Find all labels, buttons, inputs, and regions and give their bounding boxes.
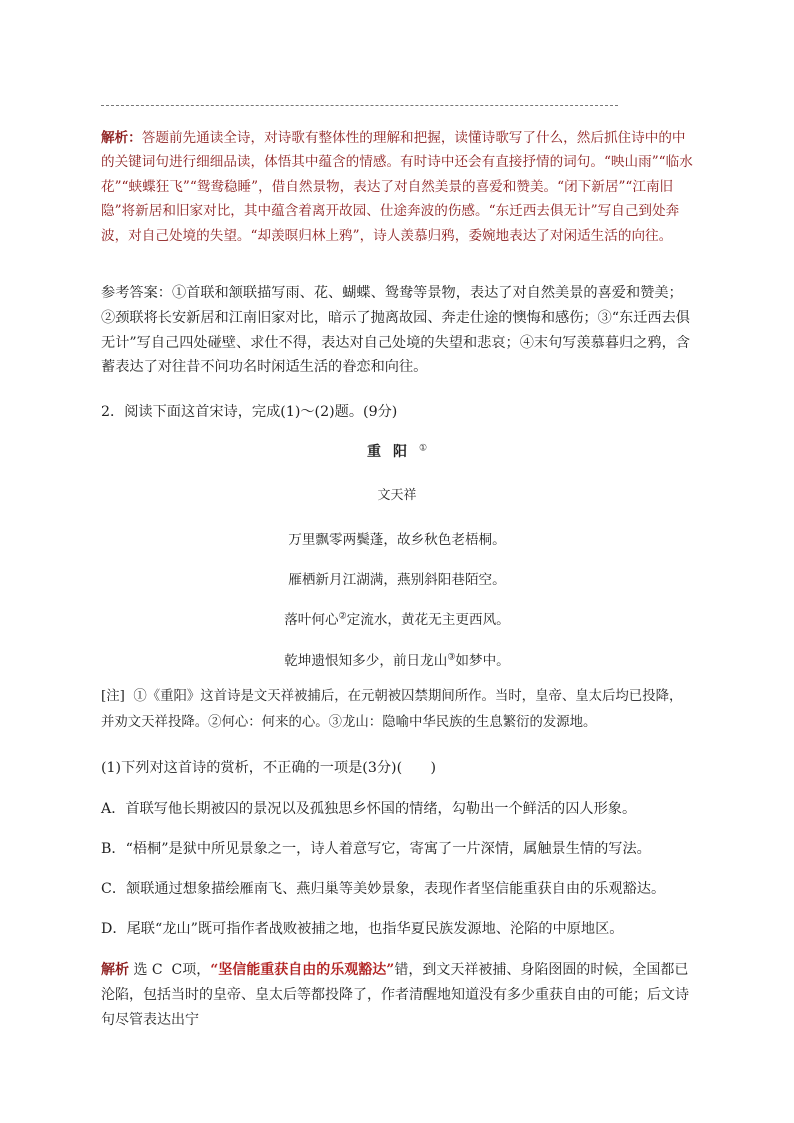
- analysis-2-select: 选: [133, 962, 148, 978]
- poem-title-footnote-mark: ①: [418, 443, 428, 454]
- poem-line-text-rest: 定流水，黄花无主更西风。: [346, 612, 510, 628]
- poem-notes: [101, 684, 695, 735]
- poem-title-text: 重阳: [366, 444, 419, 460]
- analysis-2-label: 解析: [101, 962, 129, 978]
- poem-line-text-rest: 如梦中。: [455, 653, 510, 669]
- note-text: ①《重阳》这首诗是文天祥被捕后，在元朝被囚禁期间所作。当时，皇帝、皇太后均已投降，并劝文天祥投降。②何心：何来的心。③龙山：隐喻中华民族的生息繁衍的发源地。: [101, 689, 683, 730]
- option-a: A．首联写他长期被囚的景况以及孤独思乡怀国的情绪，勾勒出一个鲜活的囚人形象。: [101, 801, 637, 817]
- sub-question-1: (1)下列对这首诗的赏析，不正确的一项是(3分)( ): [101, 760, 437, 776]
- poem-line-text: 落叶何心: [284, 612, 339, 628]
- analysis-2-choice-item: C项，: [171, 962, 211, 978]
- poem-line-text: 万里飘零两鬓蓬，故乡秋色老梧桐。: [288, 532, 506, 548]
- poem-footnote-mark: ③: [447, 652, 456, 663]
- poem-line-text: 乾坤遗恨知多少，前日龙山: [284, 653, 448, 669]
- analysis-2-choice: C: [151, 962, 163, 978]
- poem-title: [0, 441, 794, 461]
- reference-answer: [101, 281, 695, 380]
- poem-line-text: 雁栖新月江湖满，燕别斜阳巷陌空。: [288, 572, 506, 588]
- analysis-2-quote: “坚信能重获自由的乐观豁达”: [210, 962, 395, 978]
- poem-footnote-mark: ②: [338, 611, 347, 622]
- analysis-paragraph-2: [101, 958, 695, 1033]
- analysis-paragraph-1: [101, 126, 695, 248]
- poem-line-3: [0, 608, 794, 628]
- poem-author: 文天祥: [377, 488, 417, 503]
- analysis-label: 解析：: [101, 130, 142, 146]
- option-d: D．尾联“龙山”既可指作者战败被捕之地，也指华夏民族发源地、沦陷的中原地区。: [101, 921, 624, 937]
- option-c: C．颔联通过想象描绘雁南飞、燕归巢等美妙景象，表现作者坚信能重获自由的乐观豁达。: [101, 881, 666, 897]
- option-b: B．“梧桐”是狱中所见景象之一，诗人着意写它，寄寓了一片深情，属触景生情的写法。: [101, 841, 651, 857]
- page-top-divider: [101, 105, 618, 106]
- analysis-2-text: 错，到文天祥被捕、身陷囹圄的时候，全国都已沦陷，包括当时的皇帝、皇太后等都投降了，作者清醒地知道没有多少重获自由的可能；后文诗句尽管表达出宁: [101, 962, 689, 1028]
- question-2-heading: 2．阅读下面这首宋诗，完成(1)～(2)题。(9分): [101, 404, 398, 420]
- answer-text: ①首联和颔联描写雨、花、蝴蝶、鸳鸯等景物，表达了对自然美景的喜爱和赞美；②颈联将长安新居和江南旧家对比，暗示了抛离故园、奔走仕途的懊悔和感伤；③“东迁西去俱无计”写自己四处碰壁、求仕不得，表达对自己处境的失望和悲哀；④末句写羡慕暮归之鸦，含蓄表达了对往昔不问功名时闲适生活的眷恋和向往。: [101, 285, 690, 376]
- note-label: [注]: [101, 689, 125, 704]
- poem-line-4: [0, 649, 794, 669]
- poem-line-1: [0, 528, 794, 548]
- poem-line-2: [0, 568, 794, 588]
- answer-label: 参考答案：: [101, 285, 172, 301]
- analysis-text: 答题前先通读全诗，对诗歌有整体性的理解和把握，读懂诗歌写了什么，然后抓住诗中的中的关键词句进行细细品读，体悟其中蕴含的情感。有时诗中还会有直接抒情的词句。“映山雨”“临水花”“蛱蝶狂飞”“鸳鸯稳睡”，借自然景物，表达了对自然美景的喜爱和赞美。“闭下新居”“江南旧隐”将新居和旧家对比，其中蕴含着离开故园、仕途奔波的伤感。“东迁西去俱无计”写自己到处奔波，对自己处境的失望。“却羡暝归林上鸦”，诗人羡慕归鸦，委婉地表达了对闲适生活的向往。: [101, 130, 693, 244]
